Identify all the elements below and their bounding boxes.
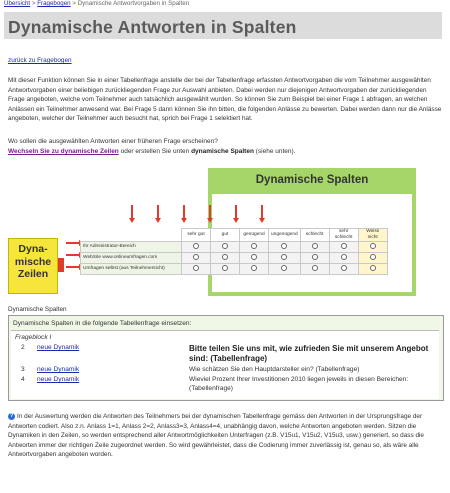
- column-header: schlecht: [300, 229, 329, 242]
- empty-corner-cell: [81, 229, 182, 242]
- radio-button[interactable]: [222, 265, 228, 271]
- radio-button[interactable]: [312, 265, 318, 271]
- radio-button[interactable]: [251, 254, 257, 260]
- footer-text: In der Auswertung werden die Antworten des Teilnehmers bei der dynamischen Tabellenfrage gemäss den Antworten in der Ursprungsfrage der Antworten codiert. Also z.n. Anlass 1=1, Anlass 2=2, Anlass3=3, Anlass4=4, unabhängig davon, welche Antworten angeboten werden. Sitzen die Dynamiken in den Zeilen, so werden entsprechend aller Antwortmöglichkeiten Unterfragen (z.B. V15u1, V15u2, V15u3, usw.) generiert, so dass die Antworten immer der richtigen Zeile zugeordnet werden. So wird gewährleistet, dass die Codierung immer zuverlässig ist, genau so, als wäre alle Antwortvorgaben angeboten worden.: [8, 413, 424, 459]
- example-table-header: [81, 229, 388, 242]
- table-row: [81, 242, 388, 253]
- radio-button[interactable]: [370, 254, 376, 260]
- rows-label-box: [8, 238, 58, 294]
- item-number: 2: [21, 344, 25, 351]
- breadcrumb-home-link[interactable]: Übersicht: [4, 0, 31, 7]
- column-header: sehr gut: [182, 229, 211, 242]
- question-prompt: Wo sollen die ausgewählten Antworten einer früheren Frage erscheinen?: [8, 138, 218, 145]
- switch-text-bold: dynamische Spalten: [191, 148, 254, 155]
- radio-button[interactable]: [251, 265, 257, 271]
- new-dynamic-link[interactable]: neue Dynamik: [37, 366, 80, 373]
- rows-label-line: mische: [14, 255, 52, 268]
- radio-button[interactable]: [193, 254, 199, 260]
- item-question: Wieviel Prozent Ihrer Investitionen 2010 liegen jeweils in diesen Bereichen: (Tabellenfrage): [189, 376, 409, 392]
- down-arrow-icon: [261, 205, 263, 219]
- down-arrow-icon: [209, 205, 211, 219]
- down-arrow-icon: [131, 205, 133, 219]
- radio-button[interactable]: [370, 265, 376, 271]
- section-label: Dynamische Spalten: [8, 306, 67, 313]
- row-label: WebSite www.onlineumfragen.com: [81, 253, 182, 264]
- table-row: [81, 253, 388, 264]
- radio-button[interactable]: [312, 254, 318, 260]
- rows-connector: [58, 258, 64, 272]
- radio-button[interactable]: [193, 243, 199, 249]
- config-box-body: [11, 330, 439, 399]
- switch-text-mid: oder erstellen Sie unten: [118, 148, 192, 155]
- item-question: Wie schätzen Sie den Hauptdarsteller ein? (Tabellenfrage): [189, 366, 360, 373]
- radio-button[interactable]: [281, 254, 287, 260]
- row-label: Umfragen selbst (aus Teilnehmersicht): [81, 264, 182, 275]
- config-box-header: Dynamische Spalten in die folgende Tabellenfrage einsetzen:: [13, 320, 192, 327]
- radio-button[interactable]: [341, 254, 347, 260]
- switch-line: [8, 148, 295, 156]
- item-number: 4: [21, 376, 25, 383]
- row-label: Ihr Administrator-Bereich: [81, 242, 182, 253]
- breadcrumb-separator: >: [31, 0, 36, 7]
- table-row: [81, 264, 388, 275]
- switch-text-end: (siehe unten).: [253, 148, 296, 155]
- radio-button[interactable]: [312, 243, 318, 249]
- info-icon: ?: [9, 412, 14, 419]
- right-arrow-icon: [66, 254, 80, 256]
- breadcrumb: [4, 0, 189, 8]
- rows-label-line: Zeilen: [17, 268, 49, 281]
- down-arrow-icon: [157, 205, 159, 219]
- radio-button[interactable]: [222, 254, 228, 260]
- item-question: Bitte teilen Sie uns mit, wie zufrieden Sie mit unserem Angebot sind: (Tabellenfrage): [189, 344, 429, 363]
- columns-title: Dynamische Spalten: [255, 174, 369, 186]
- radio-button[interactable]: [281, 265, 287, 271]
- breadcrumb-separator: >: [72, 0, 76, 7]
- column-header: ungenügend: [269, 229, 301, 242]
- down-arrow-icon: [235, 205, 237, 219]
- radio-button[interactable]: [370, 243, 376, 249]
- example-table: [80, 228, 388, 275]
- rows-label: [9, 243, 57, 281]
- block-label: Frageblock I: [15, 334, 52, 341]
- radio-button[interactable]: [222, 243, 228, 249]
- radio-button[interactable]: [281, 243, 287, 249]
- intro-text: Mit dieser Funktion können Sie in einer Tabellenfrage anstelle der bei der Tabellenfrage erfassten Antwortvorgaben die vom Teilnehmer ausgewählten Antwortvorgaben einer beliebigen zurückliegenden Frage zur Auswahl anbieten. Dabei werden nur diejenigen Antwortvorgaben der zurückliegenden Frage angeboten, welche vom Teilnehmer auch tatsächlich ausgewählt wurden. So können Sie zum Beispiel bei einer Frage 1 abfragen, an welchen Anlässen ein Teilnehmer anwesend war. Bei Frage 5 dann können Sie ihn bitten, die folgenden Anlässe zu bewerten. Dabei werden dann nur die Anlässe angeboten, welcher der Teilnehmer auch besucht hat, sprich bei Frage 1 selektiert hat.: [8, 77, 442, 123]
- rows-label-line: Dyna-: [18, 243, 48, 255]
- right-arrow-icon: [66, 266, 80, 268]
- radio-button[interactable]: [193, 265, 199, 271]
- new-dynamic-link[interactable]: neue Dynamik: [37, 344, 80, 351]
- back-link[interactable]: zurück zu Fragebogen: [8, 57, 72, 64]
- radio-button[interactable]: [251, 243, 257, 249]
- footer-note: [8, 412, 442, 460]
- radio-button[interactable]: [341, 265, 347, 271]
- column-header: sehr schlecht: [329, 229, 358, 242]
- column-header: Weiss nicht: [358, 229, 387, 242]
- page-title-bar: [4, 12, 442, 39]
- item-number: 3: [21, 366, 25, 373]
- column-header: gut: [211, 229, 240, 242]
- down-arrow-icon: [183, 205, 185, 219]
- dynamic-columns-illustration: [8, 168, 444, 302]
- breadcrumb-current: Dynamische Antwortvorgaben in Spalten: [77, 0, 190, 7]
- page-title: Dynamische Antworten in Spalten: [8, 17, 297, 37]
- new-dynamic-link[interactable]: neue Dynamik: [37, 376, 80, 383]
- config-box: [8, 315, 444, 401]
- breadcrumb-section-link[interactable]: Fragebogen: [37, 0, 71, 7]
- radio-button[interactable]: [341, 243, 347, 249]
- switch-to-rows-link[interactable]: Wechseln Sie zu dynamische Zeilen: [8, 148, 119, 155]
- column-header: genügend: [240, 229, 269, 242]
- right-arrow-icon: [66, 242, 80, 244]
